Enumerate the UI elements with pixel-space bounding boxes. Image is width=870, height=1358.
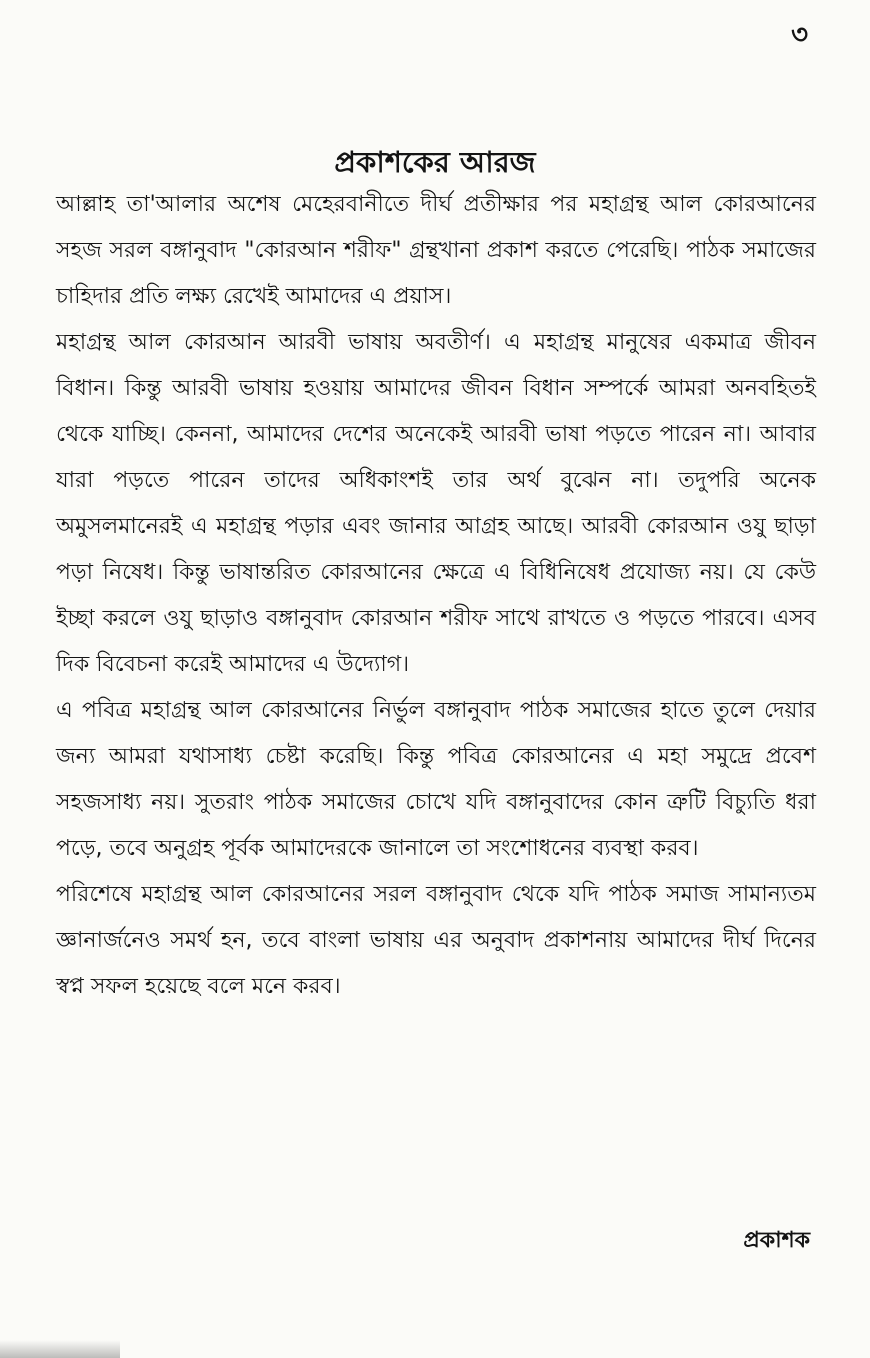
page-number: ৩ — [791, 20, 808, 50]
body-text — [56, 182, 816, 1010]
paragraph-2: মহাগ্রন্থ আল কোরআন আরবী ভাষায় অবতীর্ণ। এ মহাগ্রন্থ মানুষের একমাত্র জীবন বিধান। কিন্তু আরবী ভাষায় হওয়ায় আমাদের জীবন বিধান সম্পর্কে আমরা অনবহিতই থেকে যাচ্ছি। কেননা, আমাদের দেশের অনেকেই আরবী ভাষা পড়তে পারেন না। আবার যারা পড়তে পারেন তাদের অধিকাংশই তার অর্থ বুঝেন না। তদুপরি অনেক অমুসলমানেরই এ মহাগ্রন্থ পড়ার এবং জানার আগ্রহ আছে। আরবী কোরআন ওযু ছাড়া পড়া নিষেধ। কিন্তু ভাষান্তরিত কোরআনের ক্ষেত্রে এ বিধিনিষেধ প্রযোজ্য নয়। যে কেউ ইচ্ছা করলে ওযু ছাড়াও বঙ্গানুবাদ কোরআন শরীফ সাথে রাখতে ও পড়তে পারবে। এসব দিক বিবেচনা করেই আমাদের এ উদ্যোগ। — [56, 330, 816, 677]
paragraph-3: এ পবিত্র মহাগ্রন্থ আল কোরআনের নির্ভুল বঙ্গানুবাদ পাঠক সমাজের হাতে তুলে দেয়ার জন্য আমরা যথাসাধ্য চেষ্টা করেছি। কিন্তু পবিত্র কোরআনের এ মহা সমুদ্রে প্রবেশ সহজসাধ্য নয়। সুতরাং পাঠক সমাজের চোখে যদি বঙ্গানুবাদের কোন ত্রুটি বিচ্যুতি ধরা পড়ে, তবে অনুগ্রহ পূর্বক আমাদেরকে জানালে তা সংশোধনের ব্যবস্থা করব। — [56, 698, 816, 861]
page-edge-shadow — [0, 1340, 120, 1358]
publisher-signature: প্রকাশক — [743, 1228, 810, 1253]
page-title: প্রকাশকের আরজ — [334, 145, 536, 179]
paragraph-4: পরিশেষে মহাগ্রন্থ আল কোরআনের সরল বঙ্গানুবাদ থেকে যদি পাঠক সমাজ সামান্যতম জ্ঞানার্জনেও সমর্থ হন, তবে বাংলা ভাষায় এর অনুবাদ প্রকাশনায় আমাদের দীর্ঘ দিনের স্বপ্ন সফল হয়েছে বলে মনে করব। — [56, 882, 816, 999]
paragraph-1: আল্লাহ তা'আলার অশেষ মেহেরবানীতে দীর্ঘ প্রতীক্ষার পর মহাগ্রন্থ আল কোরআনের সহজ সরল বঙ্গানুবাদ "কোরআন শরীফ" গ্রন্থখানা প্রকাশ করতে পেরেছি। পাঠক সমাজের চাহিদার প্রতি লক্ষ্য রেখেই আমাদের এ প্রয়াস। — [56, 192, 816, 309]
